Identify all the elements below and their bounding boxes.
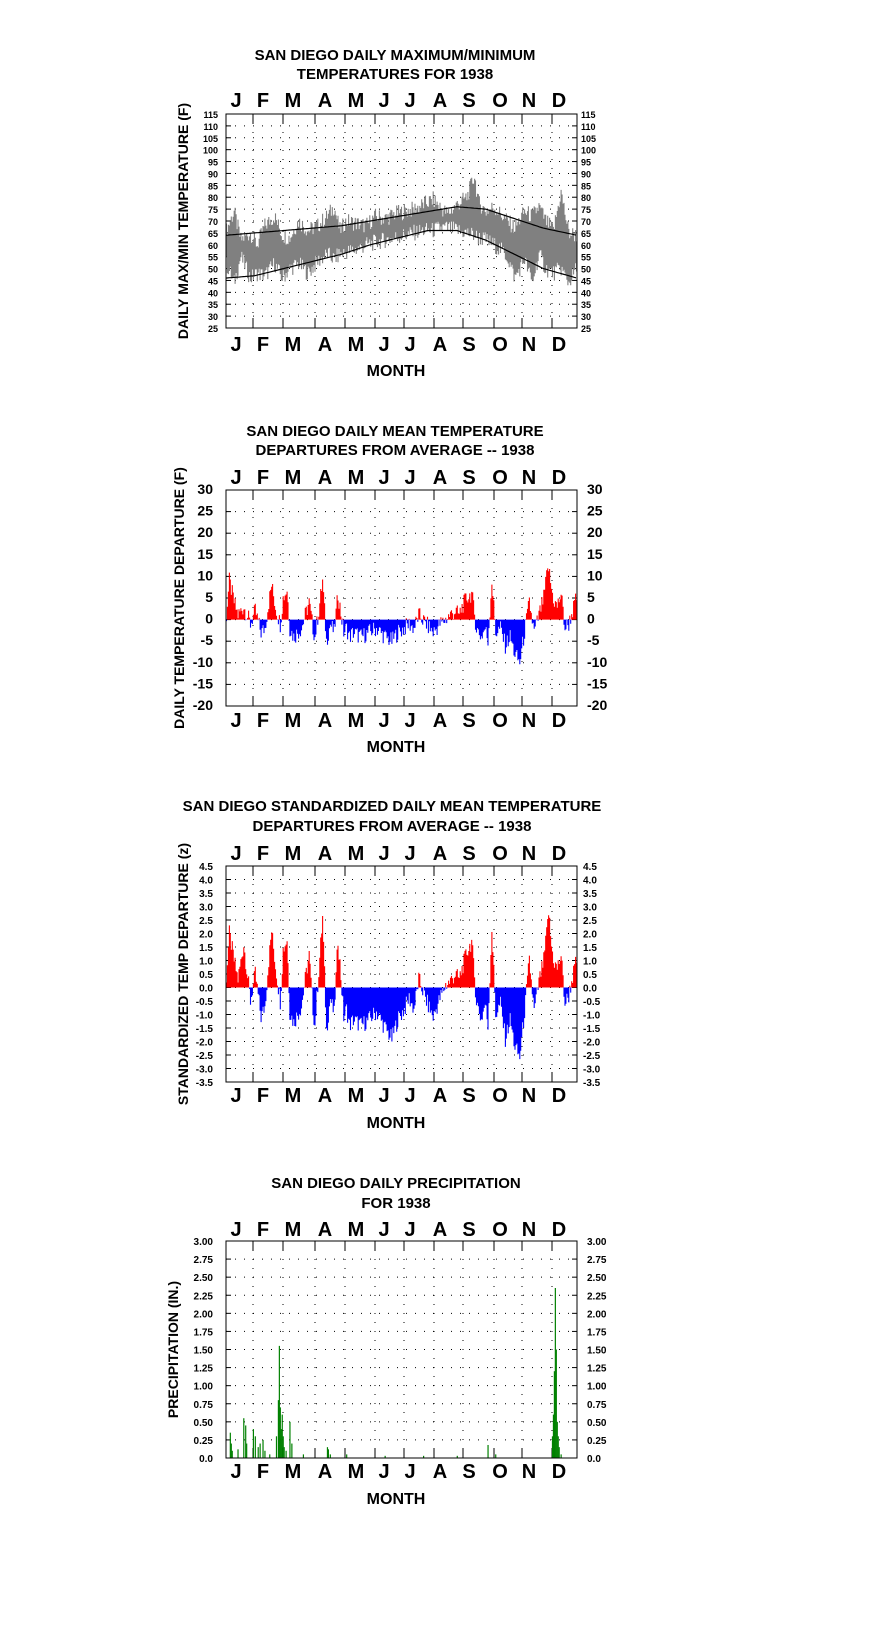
y-tick-label-left: 105: [202, 133, 218, 144]
chart-title-line: SAN DIEGO DAILY MEAN TEMPERATURE: [246, 423, 544, 440]
y-tick-label-right: 50: [581, 264, 592, 275]
y-tick-label-left: 0.0: [199, 983, 213, 995]
month-label-bottom: D: [551, 334, 567, 356]
y-tick-label-right: 0.0: [583, 983, 597, 995]
month-label-top: N: [521, 1219, 537, 1241]
y-tick-label-right: 2.50: [587, 1273, 607, 1285]
y-tick-label-right: -2.5: [583, 1051, 601, 1062]
maxmin-temperature-chart: [175, 47, 596, 380]
month-label-bottom: J: [404, 1461, 416, 1483]
y-tick-label-right: 3.5: [583, 889, 597, 900]
y-tick-label-left: -2.5: [195, 1051, 213, 1062]
y-tick-label-right: -20: [587, 697, 608, 713]
month-label-top: O: [492, 1219, 508, 1241]
month-label-bottom: M: [284, 710, 302, 732]
y-tick-label-right: 15: [587, 545, 603, 562]
y-tick-label-left: 80: [207, 193, 218, 204]
x-axis-label: MONTH: [366, 1491, 426, 1508]
y-tick-label-left: 110: [203, 121, 218, 132]
month-label-top: M: [347, 843, 365, 865]
chart-title-line: TEMPERATURES FOR 1938: [296, 66, 494, 83]
y-tick-label-left: 0.25: [193, 1435, 213, 1447]
y-tick-label-right: 2.00: [587, 1309, 607, 1321]
y-tick-label-right: 60: [581, 240, 592, 251]
precipitation-chart: [165, 1175, 607, 1508]
month-label-top: J: [230, 90, 242, 112]
y-tick-label-right: 4.5: [583, 862, 597, 873]
month-label-top: A: [432, 843, 448, 865]
month-label-top: J: [404, 1219, 416, 1241]
y-tick-label-right: 5: [587, 589, 595, 605]
month-label-bottom: F: [256, 1085, 270, 1107]
y-tick-label-left: 4.0: [199, 875, 213, 887]
month-label-top: J: [404, 90, 416, 112]
month-label-top: S: [462, 467, 476, 489]
month-label-bottom: J: [378, 1461, 390, 1483]
month-label-bottom: A: [432, 1461, 448, 1483]
month-label-bottom: A: [317, 1461, 333, 1483]
y-tick-label-left: 0.75: [193, 1399, 213, 1411]
month-label-bottom: D: [551, 1085, 567, 1107]
y-tick-label-right: 0.0: [587, 1454, 601, 1465]
month-label-top: M: [347, 467, 365, 489]
y-tick-label-left: 3.00: [193, 1237, 213, 1248]
month-label-top: N: [521, 90, 537, 112]
y-tick-label-left: 70: [207, 217, 218, 227]
positive-departure-bars: [227, 568, 576, 619]
month-label-bottom: J: [230, 1461, 242, 1483]
month-label-top: A: [432, 467, 448, 489]
y-tick-label-left: 100: [202, 145, 218, 156]
month-label-top: J: [404, 843, 416, 865]
y-tick-label-left: 0.50: [193, 1417, 213, 1429]
y-tick-label-right: 25: [581, 324, 592, 334]
month-label-top: J: [378, 1219, 390, 1241]
month-label-bottom: N: [521, 334, 537, 356]
month-label-bottom: F: [256, 334, 270, 356]
y-tick-label-right: -3.0: [583, 1064, 601, 1076]
y-tick-label-left: -3.5: [195, 1078, 213, 1089]
positive-departure-bars: [227, 915, 577, 987]
y-tick-label-right: 25: [587, 502, 603, 519]
y-tick-label-right: 3.0: [583, 902, 597, 914]
month-label-bottom: A: [317, 710, 333, 732]
month-label-bottom: O: [492, 710, 508, 732]
month-label-top: D: [551, 90, 567, 112]
y-tick-label-right: 1.25: [587, 1363, 607, 1375]
month-label-bottom: M: [284, 1461, 302, 1483]
y-tick-label-left: -2.0: [195, 1037, 213, 1049]
y-tick-label-left: 10: [197, 567, 213, 584]
month-label-top: D: [551, 467, 567, 489]
chart-title-line: SAN DIEGO DAILY MAXIMUM/MINIMUM: [254, 47, 536, 64]
y-tick-label-right: 1.75: [587, 1327, 607, 1339]
month-label-top: J: [230, 1219, 242, 1241]
chart-title-line: DEPARTURES FROM AVERAGE -- 1938: [252, 818, 532, 835]
y-axis-label: STANDARDIZED TEMP DEPARTURE (z): [175, 842, 191, 1106]
chart-title-line: SAN DIEGO STANDARDIZED DAILY MEAN TEMPERATURE: [182, 798, 602, 815]
month-label-top: O: [492, 90, 508, 112]
x-axis-label: MONTH: [366, 1115, 426, 1132]
y-tick-label-right: 105: [581, 133, 597, 144]
y-tick-label-right: 55: [581, 252, 592, 263]
y-tick-label-left: 85: [207, 181, 218, 192]
chart-title-line: FOR 1938: [361, 1195, 431, 1212]
y-tick-label-left: 1.50: [193, 1345, 213, 1357]
month-label-bottom: O: [492, 1085, 508, 1107]
month-label-bottom: J: [378, 1085, 390, 1107]
y-tick-label-left: 45: [207, 276, 218, 287]
y-tick-label-left: -3.0: [195, 1064, 213, 1076]
month-label-bottom: M: [347, 1085, 365, 1107]
month-label-top: O: [492, 467, 508, 489]
month-label-top: F: [256, 843, 270, 865]
y-tick-label-left: 1.75: [193, 1327, 213, 1339]
y-tick-label-left: 3.0: [199, 902, 213, 914]
y-tick-label-right: 1.00: [587, 1381, 607, 1393]
y-tick-label-right: 10: [587, 567, 603, 584]
month-label-top: F: [256, 90, 270, 112]
month-label-bottom: M: [347, 1461, 365, 1483]
y-tick-label-left: 35: [207, 300, 218, 311]
y-tick-label-left: 95: [207, 157, 218, 168]
y-tick-label-left: 1.0: [199, 956, 213, 968]
month-label-bottom: A: [432, 1085, 448, 1107]
y-tick-label-right: 115: [581, 110, 596, 120]
month-label-top: D: [551, 843, 567, 865]
y-tick-label-right: 4.0: [583, 875, 597, 887]
y-tick-label-left: 1.5: [199, 943, 213, 954]
month-label-bottom: S: [462, 710, 476, 732]
y-tick-label-right: -5: [587, 632, 600, 649]
y-tick-label-right: 90: [581, 169, 592, 180]
month-label-bottom: D: [551, 710, 567, 732]
plot-frame: [226, 866, 577, 1082]
y-tick-label-left: 2.5: [199, 916, 213, 927]
y-tick-label-left: -1.5: [195, 1024, 213, 1035]
month-label-bottom: M: [347, 710, 365, 732]
y-tick-label-left: -20: [192, 697, 213, 713]
y-tick-label-left: 0: [205, 610, 213, 627]
month-label-top: M: [284, 843, 302, 865]
month-label-bottom: S: [462, 1085, 476, 1107]
y-tick-label-left: 5: [205, 589, 213, 605]
y-tick-label-right: 0: [587, 610, 595, 627]
y-tick-label-right: 95: [581, 157, 592, 168]
y-tick-label-left: -0.5: [195, 997, 213, 1008]
month-label-bottom: M: [284, 334, 302, 356]
month-label-top: A: [432, 90, 448, 112]
y-tick-label-left: -1.0: [195, 1010, 213, 1022]
y-tick-label-left: 20: [197, 524, 213, 541]
plot-frame: [226, 490, 577, 706]
y-axis-label: PRECIPITATION (IN.): [165, 1280, 181, 1419]
month-label-top: J: [378, 90, 390, 112]
month-label-bottom: J: [378, 334, 390, 356]
y-tick-label-right: 80: [581, 193, 592, 204]
month-label-bottom: A: [317, 334, 333, 356]
y-tick-label-right: 1.0: [583, 956, 597, 968]
y-tick-label-right: -15: [587, 675, 608, 692]
month-label-bottom: F: [256, 1461, 270, 1483]
month-label-top: A: [317, 843, 333, 865]
y-tick-label-left: 1.25: [193, 1363, 213, 1375]
month-label-top: A: [317, 467, 333, 489]
y-tick-label-right: 1.5: [583, 943, 597, 954]
y-tick-label-left: -5: [200, 632, 213, 649]
month-label-top: F: [256, 1219, 270, 1241]
y-tick-label-left: 60: [207, 240, 218, 251]
y-tick-label-right: -1.0: [583, 1010, 601, 1022]
month-label-bottom: S: [462, 334, 476, 356]
month-label-bottom: N: [521, 1461, 537, 1483]
month-label-top: O: [492, 843, 508, 865]
x-axis-label: MONTH: [366, 363, 426, 380]
month-label-bottom: J: [230, 710, 242, 732]
negative-departure-bars: [227, 620, 571, 665]
standardized-departure-chart: [175, 798, 601, 1132]
y-tick-label-right: 2.75: [587, 1255, 607, 1267]
month-label-bottom: N: [521, 1085, 537, 1107]
month-label-bottom: O: [492, 334, 508, 356]
month-label-top: S: [462, 90, 476, 112]
y-tick-label-right: -3.5: [583, 1078, 601, 1089]
month-label-top: S: [462, 1219, 476, 1241]
y-tick-label-left: 50: [207, 264, 218, 275]
y-tick-label-right: 65: [581, 228, 592, 239]
month-label-bottom: J: [404, 334, 416, 356]
month-label-top: J: [378, 843, 390, 865]
month-label-bottom: D: [551, 1461, 567, 1483]
y-axis-label: DAILY TEMPERATURE DEPARTURE (F): [171, 467, 187, 729]
month-label-bottom: N: [521, 710, 537, 732]
month-label-top: J: [378, 467, 390, 489]
y-tick-label-right: 3.00: [587, 1237, 607, 1248]
month-label-bottom: A: [432, 334, 448, 356]
y-tick-label-right: 1.50: [587, 1345, 607, 1357]
month-label-top: A: [317, 1219, 333, 1241]
chart-title-line: SAN DIEGO DAILY PRECIPITATION: [271, 1175, 521, 1192]
y-tick-label-right: -2.0: [583, 1037, 601, 1049]
month-label-bottom: S: [462, 1461, 476, 1483]
y-tick-label-left: 2.75: [193, 1255, 213, 1267]
y-tick-label-right: 0.5: [583, 970, 597, 981]
y-tick-label-left: 15: [197, 545, 213, 562]
month-label-top: M: [347, 90, 365, 112]
y-tick-label-right: 100: [581, 145, 597, 156]
y-tick-label-left: 4.5: [199, 862, 213, 873]
month-label-bottom: J: [404, 710, 416, 732]
y-tick-label-left: -10: [192, 653, 213, 670]
y-tick-label-left: -15: [192, 675, 213, 692]
y-tick-label-right: 0.75: [587, 1399, 607, 1411]
month-label-top: M: [284, 1219, 302, 1241]
month-label-bottom: M: [284, 1085, 302, 1107]
month-label-top: S: [462, 843, 476, 865]
y-tick-label-left: 90: [207, 169, 218, 180]
month-label-bottom: O: [492, 1461, 508, 1483]
y-tick-label-right: -0.5: [583, 997, 601, 1008]
y-tick-label-left: 1.00: [193, 1381, 213, 1393]
y-tick-label-right: 30: [581, 312, 592, 323]
month-label-top: M: [284, 90, 302, 112]
month-label-top: N: [521, 843, 537, 865]
y-tick-label-right: 75: [581, 205, 592, 216]
y-tick-label-left: 0.0: [199, 1454, 213, 1465]
negative-departure-bars: [250, 988, 571, 1060]
y-tick-label-left: 2.00: [193, 1309, 213, 1321]
y-tick-label-left: 2.50: [193, 1273, 213, 1285]
y-tick-label-left: 30: [207, 312, 218, 323]
y-tick-label-right: 0.50: [587, 1417, 607, 1429]
y-tick-label-left: 25: [197, 502, 213, 519]
x-axis-label: MONTH: [366, 739, 426, 756]
month-label-top: M: [284, 467, 302, 489]
month-label-bottom: F: [256, 710, 270, 732]
y-tick-label-left: 3.5: [199, 889, 213, 900]
month-label-top: J: [404, 467, 416, 489]
month-label-bottom: J: [230, 1085, 242, 1107]
month-label-top: F: [256, 467, 270, 489]
month-label-bottom: J: [378, 710, 390, 732]
y-tick-label-right: -10: [587, 653, 608, 670]
y-tick-label-left: 40: [207, 288, 218, 299]
y-tick-label-right: 20: [587, 524, 603, 541]
y-tick-label-left: 2.25: [193, 1291, 213, 1303]
y-tick-label-left: 75: [207, 205, 218, 216]
month-label-bottom: J: [404, 1085, 416, 1107]
y-tick-label-right: 35: [581, 300, 592, 311]
y-tick-label-left: 0.5: [199, 970, 213, 981]
y-tick-label-right: 2.5: [583, 916, 597, 927]
month-label-top: J: [230, 843, 242, 865]
y-tick-label-left: 115: [203, 110, 218, 120]
month-label-top: A: [432, 1219, 448, 1241]
y-tick-label-left: 2.0: [199, 929, 213, 941]
y-tick-label-right: 110: [581, 121, 596, 132]
y-tick-label-left: 30: [197, 481, 213, 497]
month-label-top: N: [521, 467, 537, 489]
y-tick-label-right: 85: [581, 181, 592, 192]
month-label-bottom: A: [432, 710, 448, 732]
month-label-top: A: [317, 90, 333, 112]
y-tick-label-right: 40: [581, 288, 592, 299]
y-tick-label-right: 2.0: [583, 929, 597, 941]
y-tick-label-right: 45: [581, 276, 592, 287]
y-tick-label-right: 0.25: [587, 1435, 607, 1447]
y-tick-label-right: 70: [581, 217, 592, 227]
chart-title-line: DEPARTURES FROM AVERAGE -- 1938: [255, 442, 535, 459]
month-label-bottom: M: [347, 334, 365, 356]
y-tick-label-left: 25: [207, 324, 218, 334]
y-axis-label: DAILY MAX/MIN TEMPERATURE (F): [175, 102, 191, 340]
y-tick-label-right: 2.25: [587, 1291, 607, 1303]
month-label-top: D: [551, 1219, 567, 1241]
y-tick-label-left: 55: [207, 252, 218, 263]
y-tick-label-right: 30: [587, 481, 603, 497]
month-label-bottom: A: [317, 1085, 333, 1107]
mean-departure-chart: [171, 423, 607, 756]
y-tick-label-left: 65: [207, 228, 218, 239]
month-label-top: M: [347, 1219, 365, 1241]
month-label-bottom: J: [230, 334, 242, 356]
month-label-top: J: [230, 467, 242, 489]
y-tick-label-right: -1.5: [583, 1024, 601, 1035]
